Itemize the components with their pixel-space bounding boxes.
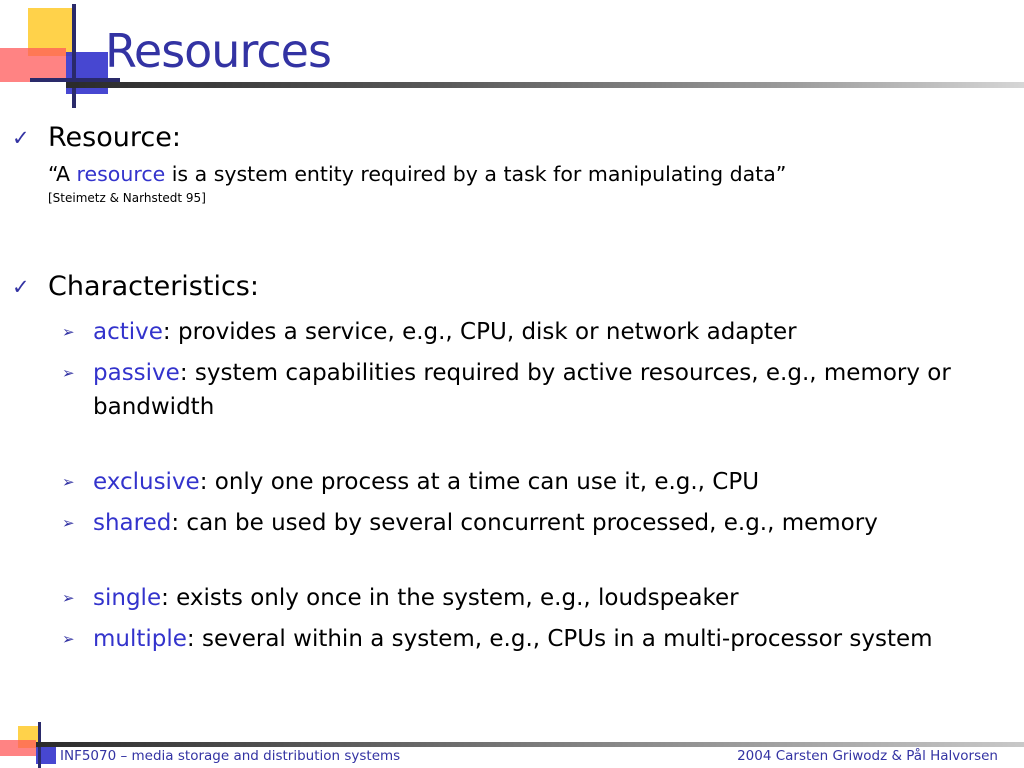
item-text: : system capabilities required by active resources, e.g., memory or bandwidth	[93, 360, 951, 420]
arrow-bullet-icon: ➢	[62, 514, 75, 532]
arrow-bullet-icon: ➢	[62, 473, 75, 491]
arrow-bullet-icon: ➢	[62, 323, 75, 341]
item-keyword: multiple	[93, 626, 187, 652]
item-text: : exists only once in the system, e.g., loudspeaker	[161, 585, 739, 611]
bullet-resource	[12, 122, 181, 154]
citation: [Steimetz & Narhstedt 95]	[48, 191, 206, 205]
check-icon: ✓	[12, 275, 30, 299]
check-icon: ✓	[12, 126, 30, 150]
item-text: : provides a service, e.g., CPU, disk or network adapter	[162, 319, 797, 345]
item-text: : can be used by several concurrent processed, e.g., memory	[171, 510, 878, 536]
list-item-exclusive	[62, 465, 1008, 499]
footer-course-title: INF5070 – media storage and distribution systems	[60, 748, 401, 764]
bullet-heading: Characteristics:	[48, 271, 259, 302]
item-keyword: active	[93, 319, 163, 345]
bullet-heading: Resource:	[48, 122, 181, 153]
item-keyword: passive	[93, 360, 180, 386]
bullet-characteristics	[12, 271, 259, 303]
item-text: : several within a system, e.g., CPUs in a multi-processor system	[186, 626, 933, 652]
arrow-bullet-icon: ➢	[62, 364, 75, 382]
footer-divider	[36, 742, 1024, 747]
footer-authors: 2004 Carsten Griwodz & Pål Halvorsen	[737, 748, 998, 764]
resource-definition	[48, 161, 786, 187]
arrow-bullet-icon: ➢	[62, 630, 75, 648]
list-item-passive	[62, 356, 1008, 424]
arrow-bullet-icon: ➢	[62, 589, 75, 607]
list-item-shared	[62, 506, 1008, 540]
list-item-multiple	[62, 622, 1008, 656]
quote-keyword: resource	[76, 162, 166, 186]
item-keyword: single	[93, 585, 162, 611]
list-item-single	[62, 581, 1008, 615]
item-keyword: exclusive	[93, 469, 200, 495]
slide-title: Resources	[105, 24, 331, 78]
quote-open: “A	[48, 162, 77, 186]
list-item-active	[62, 315, 1008, 349]
item-keyword: shared	[93, 510, 172, 536]
item-text: : only one process at a time can use it, e.g., CPU	[199, 469, 760, 495]
quote-rest: is a system entity required by a task for manipulating data”	[165, 162, 787, 186]
